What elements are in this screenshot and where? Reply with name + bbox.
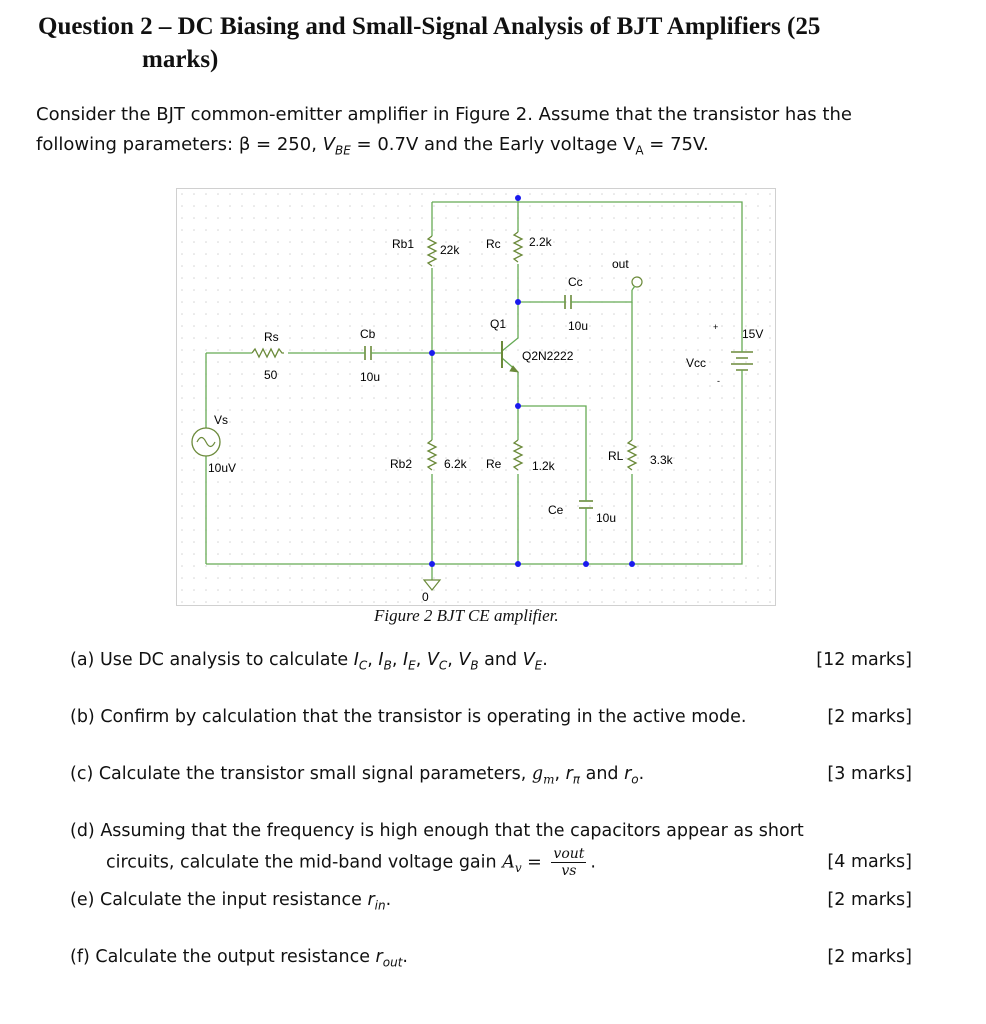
marks-d: [4 marks]	[827, 852, 912, 872]
label-vcc-plus: +	[713, 322, 719, 332]
intro-params: following parameters: β = 250,	[36, 134, 323, 155]
label-ce: Ce	[548, 503, 564, 517]
marks-e: [2 marks]	[827, 890, 912, 910]
question-d-line-2	[106, 846, 596, 879]
question-c: (c) Calculate the transistor small signal parameters, $g_m$, $r_\pi$ and $r_o$.	[70, 764, 645, 787]
period: .	[385, 890, 392, 910]
circuit-schematic	[176, 188, 776, 606]
question-b: (b) Confirm by calculation that the transistor is operating in the active mode.	[70, 707, 747, 727]
label-rb2: Rb2	[390, 457, 413, 471]
label-out: out	[612, 257, 629, 271]
label-re: Re	[486, 457, 502, 471]
intro-line-2	[36, 130, 966, 166]
vbe-value: = 0.7V and the Early voltage V	[350, 134, 636, 155]
sep: and	[478, 650, 523, 670]
sep: ,	[367, 650, 379, 670]
sep: ,	[415, 650, 427, 670]
question-title	[38, 10, 968, 76]
var-av-sub: v	[514, 861, 522, 875]
schematic-frame	[177, 189, 776, 606]
va-value: = 75V.	[643, 134, 709, 155]
period: .	[638, 764, 645, 784]
label-vcc-minus: -	[717, 376, 720, 386]
label-cb-value: 10u	[360, 370, 381, 384]
question-d-line-1: (d) Assuming that the frequency is high enough that the capacitors appear as short	[70, 821, 804, 841]
var-ib-sub: B	[383, 658, 392, 673]
question-a	[70, 650, 548, 673]
and-word: and	[580, 764, 625, 784]
period: .	[402, 947, 408, 967]
label-ground: 0	[422, 590, 429, 604]
label-rb1-value: 22k	[440, 243, 460, 257]
label-vs-value: 10uV	[208, 461, 237, 475]
var-ve-sub: E	[534, 658, 543, 673]
label-q1: Q1	[490, 317, 507, 331]
var-vc-sub: C	[438, 658, 448, 673]
period: .	[590, 852, 596, 873]
question-e-text: (e) Calculate the input resistance	[70, 890, 368, 910]
question-a-vars	[353, 650, 548, 673]
question-f-text: (f) Calculate the output resistance	[70, 947, 376, 967]
var-av: A	[502, 852, 515, 873]
label-cc-value: 10u	[568, 319, 589, 333]
var-rpi: r	[565, 764, 573, 784]
marks-f: [2 marks]	[827, 947, 912, 967]
va-subscript: A	[635, 143, 644, 158]
label-rc: Rc	[486, 237, 501, 251]
label-re-value: 1.2k	[532, 459, 555, 473]
var-rin-sub: in	[374, 898, 386, 913]
label-rb1: Rb1	[392, 237, 415, 251]
question-f	[70, 947, 408, 970]
vbe-symbol: V	[322, 134, 335, 155]
out-terminal	[632, 277, 642, 287]
vbe-subscript: BE	[334, 143, 351, 158]
sep: ,	[447, 650, 459, 670]
label-rl-value: 3.3k	[650, 453, 673, 467]
var-ie-sub: E	[408, 658, 416, 673]
title-line-2: marks)	[142, 46, 219, 73]
var-vb-sub: B	[470, 658, 479, 673]
label-ce-value: 10u	[596, 511, 617, 525]
var-rpi-sub: π	[572, 772, 581, 787]
gain-fraction	[551, 846, 586, 879]
var-ro-sub: o	[631, 772, 639, 787]
var-ie: I	[402, 650, 409, 670]
label-q1-model: Q2N2222	[522, 349, 574, 363]
marks-a: [12 marks]	[816, 650, 912, 670]
var-gm: g	[531, 764, 544, 784]
intro-paragraph	[36, 100, 966, 166]
var-rout-sub: out	[382, 955, 403, 970]
question-d-text: circuits, calculate the mid-band voltage gain	[106, 852, 503, 873]
var-vc: V	[426, 650, 439, 670]
label-rs: Rs	[264, 330, 279, 344]
var-ic: I	[353, 650, 359, 670]
title-line-1: Question 2 – DC Biasing and Small-Signal Analysis of BJT Amplifiers (25	[38, 13, 821, 40]
label-cc: Cc	[568, 275, 583, 289]
label-vs: Vs	[214, 413, 229, 427]
label-rs-value: 50	[264, 368, 278, 382]
label-rc-value: 2.2k	[529, 235, 552, 249]
var-gm-sub: m	[543, 772, 555, 787]
marks-c: [3 marks]	[827, 764, 912, 784]
label-rb2-value: 6.2k	[444, 457, 467, 471]
sep: ,	[391, 650, 403, 670]
var-vb: V	[458, 650, 471, 670]
var-rout: r	[375, 947, 383, 967]
label-vcc: Vcc	[686, 356, 707, 370]
question-e	[70, 890, 391, 913]
var-ic-sub: C	[358, 658, 368, 673]
label-vcc-value: 15V	[742, 327, 764, 341]
intro-line-1: Consider the BJT common-emitter amplifier in Figure 2. Assume that the transistor has the	[36, 104, 852, 125]
fraction-denominator: vs	[561, 863, 577, 879]
var-ro: r	[624, 764, 632, 784]
figure-caption: Figure 2 BJT CE amplifier.	[374, 606, 559, 625]
fraction-numerator: vout	[553, 846, 585, 862]
marks-b: [2 marks]	[827, 707, 912, 727]
question-a-text: (a) Use DC analysis to calculate	[70, 650, 354, 670]
var-ib: I	[378, 650, 384, 670]
sep: .	[542, 650, 548, 670]
equals: =	[521, 852, 548, 873]
var-rin: r	[367, 890, 375, 910]
label-rl: RL	[608, 449, 624, 463]
question-c-text: (c) Calculate the transistor small signal parameters,	[70, 764, 532, 784]
var-ve: V	[522, 650, 535, 670]
label-cb: Cb	[360, 327, 376, 341]
